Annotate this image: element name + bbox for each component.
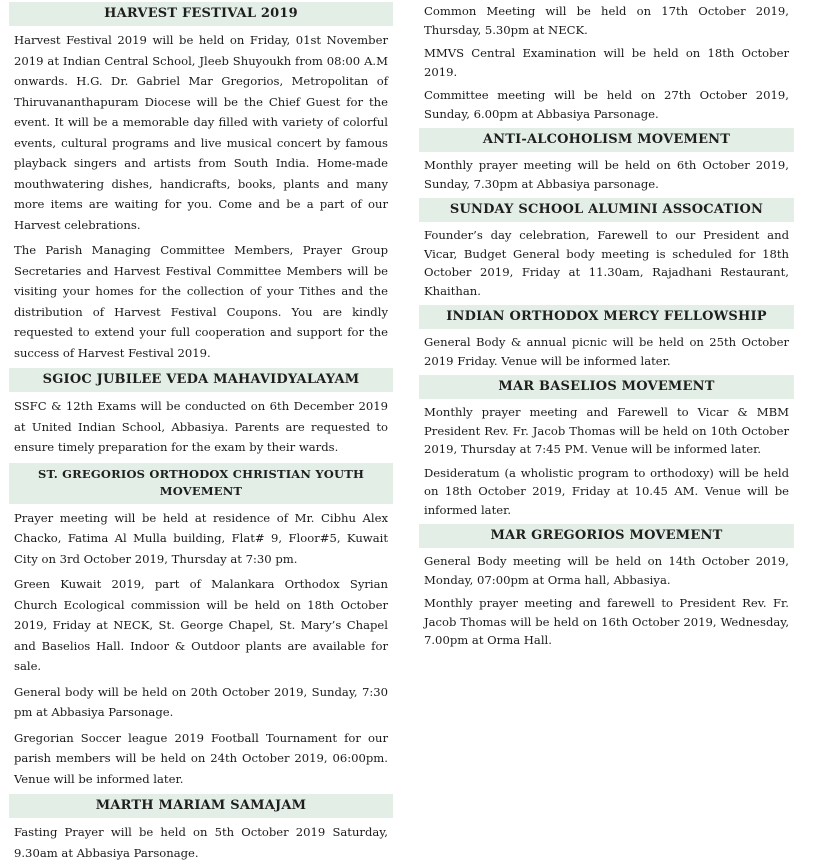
section-paragraph: Common Meeting will be held on 17th October 2019, Thursday, 5.30pm at NECK. <box>424 4 789 37</box>
section-anti-alcoholism <box>419 128 794 193</box>
section-paragraph: General body will be held on 20th October 2019, Sunday, 7:30 pm at Abbasiya Parsonage. <box>14 684 388 719</box>
section-header: MAR GREGORIOS MOVEMENT <box>419 524 794 548</box>
section-paragraph: Monthly prayer meeting and Farewell to Vicar & MBM President Rev. Fr. Jacob Thomas will be held on 10th October 2019, Thursday at 7:45 PM. Venue will be informed later. <box>424 405 789 456</box>
section-header: ANTI-ALCOHOLISM MOVEMENT <box>419 128 794 152</box>
section-youth-movement <box>9 463 393 790</box>
right-column <box>419 2 794 655</box>
section-paragraph: Fasting Prayer will be held on 5th October 2019 Saturday, 9.30am at Abbasiya Parsonage. <box>14 825 388 860</box>
section-header: INDIAN ORTHODOX MERCY FELLOWSHIP <box>419 305 794 329</box>
section-paragraph: Green Kuwait 2019, part of Malankara Orthodox Syrian Church Ecological commission will be held on 18th October 2019, Friday at NECK, St. George Chapel, St. Mary’s Chapel and Baselios Hall. Indoor & Outdoor plants are available for sale. <box>14 577 388 673</box>
section-veda-mahavidyalayam <box>9 368 393 458</box>
section-paragraph: Harvest Festival 2019 will be held on Friday, 01st November 2019 at Indian Central School, Jleeb Shuyoukh from 08:00 A.M onwards. H.G. Dr. Gabriel Mar Gregorios, Metropolitan of Thiruvananthapuram Diocese will be the Chief Guest for the event. It will be a memorable day filled with variety of colorful events, cultural programs and live musical concert by famous playback singers and artists from South India. Home-made mouthwatering dishes, handicrafts, books, plants and many more items are waiting for you. Come and be a part of our Harvest celebrations. <box>14 33 388 232</box>
section-paragraph: Founder’s day celebration, Farewell to our President and Vicar, Budget General body meeting is scheduled for 18th October 2019, Friday at 11.30am, Rajadhani Restaurant, Khaithan. <box>424 228 789 298</box>
section-paragraph: MMVS Central Examination will be held on 18th October 2019. <box>424 46 789 79</box>
section-paragraph: Prayer meeting will be held at residence of Mr. Cibhu Alex Chacko, Fatima Al Mulla building, Flat# 9, Floor#5, Kuwait City on 3rd October 2019, Thursday at 7:30 pm. <box>14 510 388 566</box>
section-continued <box>419 2 794 123</box>
section-header: SUNDAY SCHOOL ALUMINI ASSOCATION <box>419 198 794 222</box>
section-paragraph: Monthly prayer meeting and farewell to President Rev. Fr. Jacob Thomas will be held on 16th October 2019, Wednesday, 7.00pm at Orma Hall. <box>424 596 789 647</box>
section-header: MAR BASELIOS MOVEMENT <box>419 375 794 399</box>
left-column <box>9 2 393 868</box>
section-paragraph: General Body & annual picnic will be held on 25th October 2019 Friday. Venue will be informed later. <box>424 335 789 368</box>
section-mercy-fellowship <box>419 305 794 370</box>
section-header: MARTH MARIAM SAMAJAM <box>9 794 393 818</box>
section-paragraph: Committee meeting will be held on 27th October 2019, Sunday, 6.00pm at Abbasiya Parsonage. <box>424 88 789 121</box>
section-header: ST. GREGORIOS ORTHODOX CHRISTIAN YOUTH MOVEMENT <box>9 463 393 504</box>
section-marth-mariam-samajam <box>9 794 393 863</box>
section-mar-gregorios <box>419 524 794 650</box>
section-paragraph: Gregorian Soccer league 2019 Football Tournament for our parish members will be held on 24th October 2019, 06:00pm. Venue will be informed later. <box>14 730 388 786</box>
section-mar-baselios <box>419 375 794 519</box>
section-paragraph: Desideratum (a wholistic program to orthodoxy) will be held on 18th October 2019, Friday at 10.45 AM. Venue will be informed later. <box>424 465 789 517</box>
section-header: HARVEST FESTIVAL 2019 <box>9 2 393 26</box>
section-paragraph: Monthly prayer meeting will be held on 6th October 2019, Sunday, 7.30pm at Abbasiya parsonage. <box>424 158 789 191</box>
section-sunday-school-alumni <box>419 198 794 300</box>
section-header: SGIOC JUBILEE VEDA MAHAVIDYALAYAM <box>9 368 393 392</box>
section-paragraph: The Parish Managing Committee Members, Prayer Group Secretaries and Harvest Festival Committee Members will be visiting your homes for the collection of your Tithes and the distribution of Harvest Festival Coupons. You are kindly requested to extend your full cooperation and support for the success of Harvest Festival 2019. <box>14 243 388 360</box>
section-harvest-festival <box>9 2 393 363</box>
section-paragraph: SSFC & 12th Exams will be conducted on 6th December 2019 at United Indian School, Abbasiya. Parents are requested to ensure timely preparation for the exam by their wards. <box>14 399 388 454</box>
section-paragraph: General Body meeting will be held on 14th October 2019, Monday, 07:00pm at Orma hall, Abbasiya. <box>424 554 789 587</box>
